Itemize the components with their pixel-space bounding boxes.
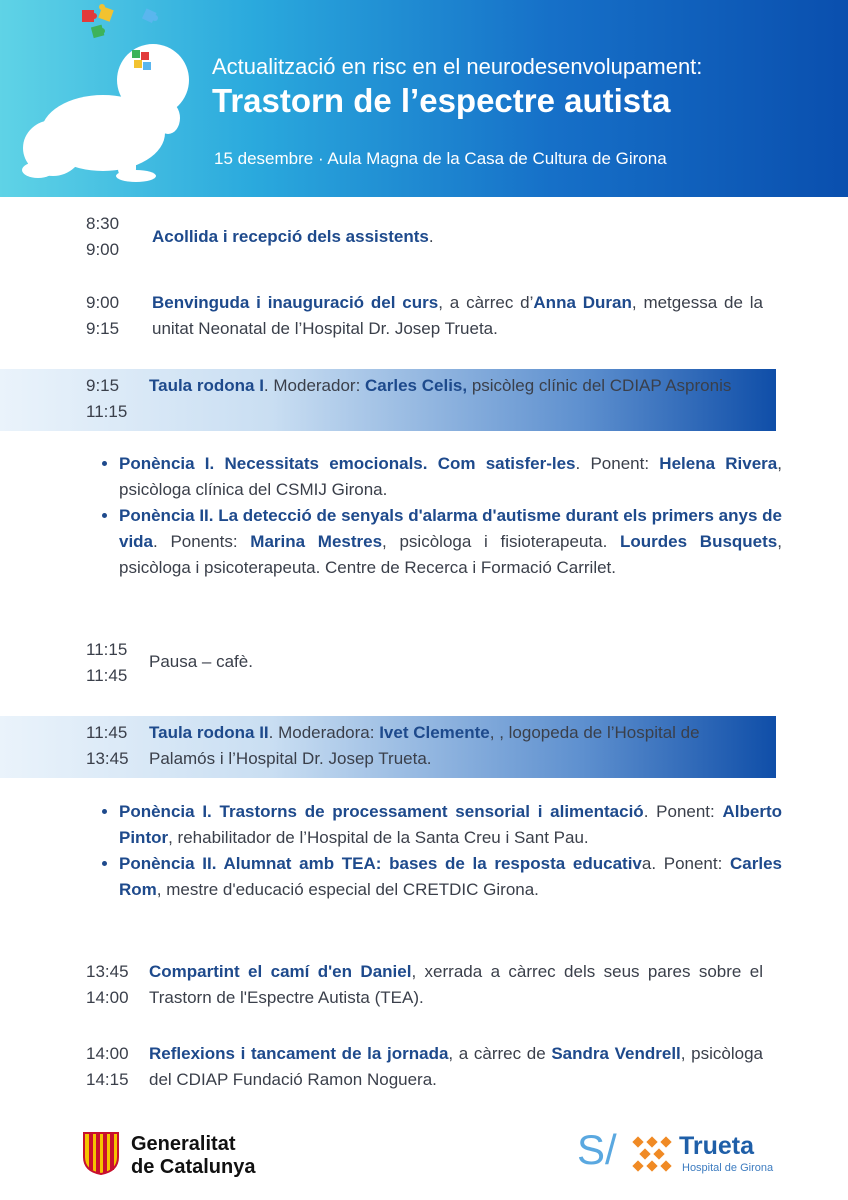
talk-title: Ponència I. Trastorns de processament sensorial i alimentació [119, 802, 644, 821]
time-start: 9:15 [86, 376, 120, 395]
session-text: Pausa – cafè. [149, 652, 253, 671]
talk-desc: , rehabilitador de l’Hospital de la Santa Creu i Sant Pau. [168, 828, 589, 847]
time-end: 9:15 [86, 319, 120, 338]
session-desc: , psicòloga del CDIAP Fundació Ramon Noguera. [149, 1044, 763, 1089]
session-text [149, 720, 719, 772]
session-text [152, 224, 763, 250]
session-desc: , a càrrec d’ [438, 293, 534, 312]
time-end: 11:45 [86, 666, 128, 685]
list-item [119, 503, 782, 581]
session-title: Benvinguda i inauguració del curs [152, 293, 439, 312]
time-start: 11:15 [86, 640, 128, 659]
trueta-logo-subtitle: Hospital de Girona [682, 1162, 774, 1174]
time-start: 8:30 [86, 214, 120, 233]
session-text [149, 1041, 763, 1093]
time-end: 9:00 [86, 240, 120, 259]
talk-desc: , psicòloga i fisioterapeuta. [382, 532, 621, 551]
generalitat-line1: Generalitat [131, 1133, 236, 1155]
list-item [119, 451, 782, 503]
time-start: 11:45 [86, 723, 128, 742]
talk-title: Ponència I. Necessitats emocionals. Com satisfer-les [119, 454, 576, 473]
session-title: Reflexions i tancament de la jornada [149, 1044, 449, 1063]
header-title: Trastorn de l’espectre autista [212, 82, 671, 119]
speaker-name: Sandra Vendrell [551, 1044, 681, 1063]
trueta-s-logo: S/ [577, 1126, 617, 1173]
session-time [86, 959, 129, 1011]
time-end: 14:00 [86, 988, 129, 1007]
round-table-band [0, 369, 776, 431]
speaker-name: Helena Rivera [659, 454, 778, 473]
session-time [86, 290, 119, 342]
moderator-name: Carles Celis, [365, 376, 468, 395]
talk-title: Ponència II. La detecció de senyals d'alarma d'autisme durant els primers anys de vida [119, 506, 782, 551]
speaker-name: Alberto Pintor [119, 802, 782, 847]
session-time [86, 1041, 129, 1093]
talk-desc: , psicòloga i psicoterapeuta. Centre de Recerca i Formació Carrilet. [119, 532, 782, 577]
list-item [119, 851, 782, 903]
session-desc: , xerrada a càrrec dels seus pares sobre el Trastorn de l'Espectre Autista (TEA). [149, 962, 763, 1007]
session-title: Taula rodona II [149, 723, 269, 742]
generalitat-emblem-icon [82, 1131, 120, 1175]
header-banner [0, 0, 848, 197]
time-end: 11:15 [86, 402, 128, 421]
talk-list [100, 799, 782, 903]
session-desc: psicòleg clínic del CDIAP Aspronis [467, 376, 732, 395]
time-end: 14:15 [86, 1070, 129, 1089]
moderator-name: Ivet Clemente [379, 723, 490, 742]
talk-desc: . Ponent: [643, 802, 723, 821]
time-end: 13:45 [86, 749, 129, 768]
session-desc: . Moderadora: [268, 723, 380, 742]
session-desc: , a càrrec de [448, 1044, 552, 1063]
talk-desc: . Ponent: [575, 454, 660, 473]
time-start: 9:00 [86, 293, 120, 312]
header-date-place: 15 desembre · Aula Magna de la Casa de Cultura de Girona [214, 149, 667, 168]
talk-desc: , psicòloga clínica del CSMIJ Girona. [119, 454, 782, 499]
talk-desc: , mestre d'educació especial del CRETDIC Girona. [156, 880, 539, 899]
speaker-name: Lourdes Busquets [620, 532, 778, 551]
list-item [119, 799, 782, 851]
session-title: Compartint el camí d'en Daniel [149, 962, 412, 981]
talk-desc: . Ponents: [153, 532, 251, 551]
talk-list [100, 451, 782, 581]
talk-title: Ponència II. Alumnat amb TEA: bases de la resposta educativ [119, 854, 642, 873]
session-text [152, 290, 763, 342]
time-start: 14:00 [86, 1044, 129, 1063]
time-start: 13:45 [86, 962, 129, 981]
session-title: Acollida i recepció dels assistents [152, 227, 429, 246]
session-time [86, 720, 129, 772]
session-desc: , , logopeda de l’Hospital de Palamós i l’Hospital Dr. Josep Trueta. [149, 723, 700, 768]
talk-desc: a. Ponent: [641, 854, 731, 873]
session-text [149, 959, 763, 1011]
session-time [86, 637, 127, 689]
speaker-name: Marina Mestres [250, 532, 383, 551]
session-desc: , metgessa de la unitat Neonatal de l’Hospital Dr. Josep Trueta. [152, 293, 763, 338]
generalitat-line2: de Catalunya [131, 1156, 256, 1178]
trueta-mark-icon [632, 1136, 674, 1172]
session-title: Taula rodona I [149, 376, 264, 395]
speaker-name: Carles Rom [119, 854, 782, 899]
header-subtitle: Actualització en risc en el neurodesenvolupament: [212, 54, 703, 79]
trueta-logo-name: Trueta [679, 1132, 755, 1160]
session-desc: . [428, 227, 434, 246]
crawling-baby-icon [18, 38, 193, 188]
session-text [149, 373, 763, 399]
session-desc: . Moderador: [263, 376, 366, 395]
round-table-band [0, 716, 776, 778]
speaker-name: Anna Duran [533, 293, 632, 312]
session-time [86, 373, 127, 425]
generalitat-logo-text [131, 1133, 255, 1179]
session-time [86, 211, 119, 263]
